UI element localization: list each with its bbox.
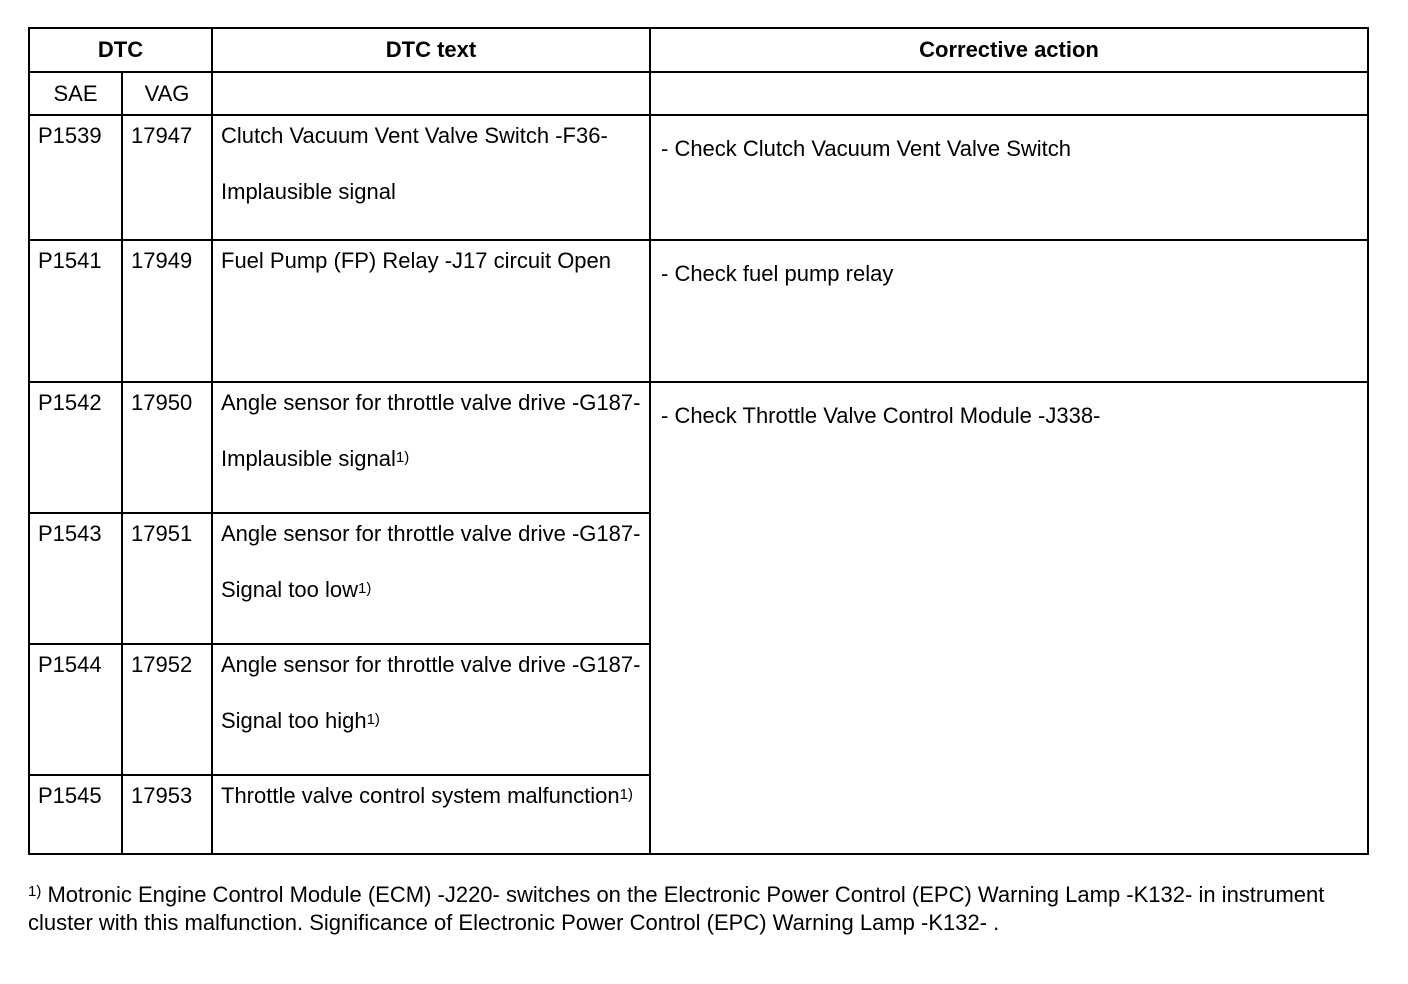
dtc-text-detail-label: Signal too low — [221, 577, 358, 602]
footnote-marker: 1) — [357, 580, 372, 597]
sae-code: P1545 — [29, 775, 122, 854]
sae-code: P1541 — [29, 240, 122, 382]
dtc-text-detail — [221, 179, 641, 205]
sae-code: P1544 — [29, 644, 122, 775]
dtc-text — [212, 775, 650, 854]
dtc-header: DTC — [29, 28, 212, 72]
empty-subheader-cell — [650, 72, 1368, 115]
vag-code: 17951 — [122, 513, 212, 644]
footnote-text: Motronic Engine Control Module (ECM) -J220- switches on the Electronic Power Control (EPC) Warning Lamp -K132- in instrument cluster with this malfunction. Significance of Electronic Power Control (EPC) Warning Lamp -K132- . — [28, 882, 1325, 935]
dtc-text-title-label: Throttle valve control system malfunction — [221, 783, 620, 808]
corrective-action-header: Corrective action — [650, 28, 1368, 72]
footnote-marker: 1) — [366, 711, 380, 728]
dtc-text — [212, 240, 650, 382]
dtc-text — [212, 115, 650, 240]
dtc-text-detail — [221, 708, 641, 734]
corrective-action: - Check Clutch Vacuum Vent Valve Switch — [650, 115, 1368, 240]
dtc-text-title: Angle sensor for throttle valve drive -G187- — [221, 390, 641, 415]
dtc-text-title: Angle sensor for throttle valve drive -G187- — [221, 652, 641, 677]
corrective-action: - Check fuel pump relay — [650, 240, 1368, 382]
vag-header: VAG — [122, 72, 212, 115]
table-row — [29, 240, 1368, 382]
vag-code: 17947 — [122, 115, 212, 240]
table-row — [29, 115, 1368, 240]
sae-code: P1543 — [29, 513, 122, 644]
dtc-text — [212, 644, 650, 775]
dtc-text-title: Clutch Vacuum Vent Valve Switch -F36- — [221, 123, 608, 148]
sae-code: P1539 — [29, 115, 122, 240]
dtc-table — [28, 27, 1369, 855]
corrective-action: - Check Throttle Valve Control Module -J338- — [650, 382, 1368, 854]
dtc-text-detail — [221, 577, 641, 603]
footnote-marker: 1) — [619, 786, 633, 803]
table-row — [29, 382, 1368, 513]
dtc-text-title: Angle sensor for throttle valve drive -G187- — [221, 521, 641, 546]
vag-code: 17950 — [122, 382, 212, 513]
sae-header: SAE — [29, 72, 122, 115]
dtc-text-detail-label: Signal too high — [221, 708, 367, 733]
dtc-text-header: DTC text — [212, 28, 650, 72]
vag-code: 17949 — [122, 240, 212, 382]
dtc-text-detail-label: Implausible signal — [221, 179, 396, 204]
dtc-text-title — [221, 783, 641, 809]
footnote-marker: 1) — [28, 883, 42, 900]
footnote-marker: 1) — [395, 449, 410, 466]
vag-code: 17953 — [122, 775, 212, 854]
dtc-text-title: Fuel Pump (FP) Relay -J17 circuit Open — [221, 248, 612, 273]
dtc-text-detail-label: Implausible signal — [221, 446, 396, 471]
subheader-row — [29, 72, 1368, 115]
sae-code: P1542 — [29, 382, 122, 513]
dtc-text — [212, 513, 650, 644]
header-row — [29, 28, 1368, 72]
dtc-text — [212, 382, 650, 513]
vag-code: 17952 — [122, 644, 212, 775]
dtc-text-detail — [221, 446, 641, 472]
footnote — [28, 881, 1368, 937]
empty-subheader-cell — [212, 72, 650, 115]
